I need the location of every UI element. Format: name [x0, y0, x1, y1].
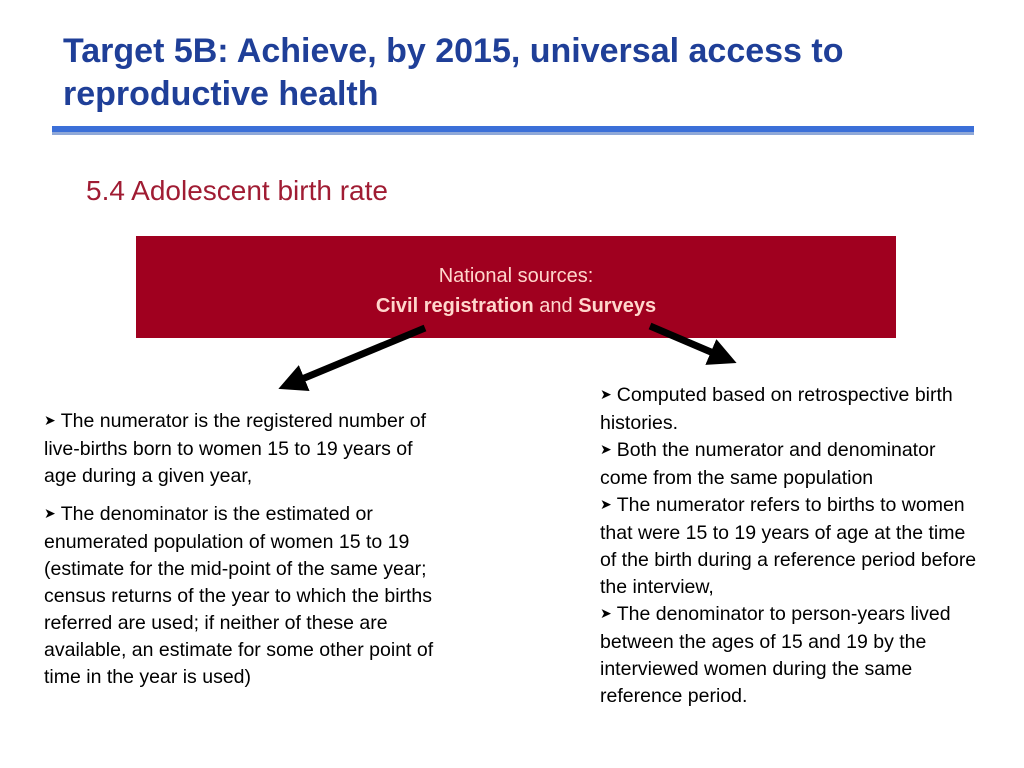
survey-points [600, 382, 985, 710]
and-label: and [539, 295, 573, 317]
surveys-label: Surveys [578, 295, 657, 317]
arrow-to-surveys [650, 326, 725, 358]
arrowhead-bullet-icon: ➤ [44, 412, 56, 428]
sources-heading: National sources: [438, 265, 594, 287]
list-item: ➤ The numerator refers to births to women that were 15 to 19 years of age at the time of the birth during a reference period before the interview, [600, 494, 977, 598]
section-subtitle: 5.4 Adolescent birth rate [86, 175, 388, 206]
list-item: ➤ Computed based on retrospective birth histories. [600, 384, 953, 434]
arrowhead-bullet-icon: ➤ [600, 441, 612, 457]
list-item: ➤ Both the numerator and denominator come from the same population [600, 439, 936, 489]
slide-title: Target 5B: Achieve, by 2015, universal access to reproductive health [63, 32, 844, 113]
list-item: ➤ The numerator is the registered number of live-births born to women 15 to 19 years of age during a given year, [44, 410, 426, 487]
list-item: ➤ The denominator to person-years lived between the ages of 15 and 19 by the interviewed women during the same reference period. [600, 603, 951, 707]
arrowhead-bullet-icon: ➤ [600, 496, 612, 512]
arrowhead-bullet-icon: ➤ [600, 386, 612, 402]
civil-registration-label: Civil registration [375, 295, 534, 317]
arrow-to-civil-registration [290, 328, 425, 384]
list-item: ➤ The denominator is the estimated or enumerated population of women 15 to 19 (estimate for the mid-point of the same year; census returns of the year to which the births referred are used; if neither of these are available, an estimate for some other point of time in the year is used) [44, 503, 434, 688]
civil-registration-points [44, 408, 434, 691]
arrowhead-bullet-icon: ➤ [600, 605, 612, 621]
arrowhead-bullet-icon: ➤ [44, 505, 56, 521]
